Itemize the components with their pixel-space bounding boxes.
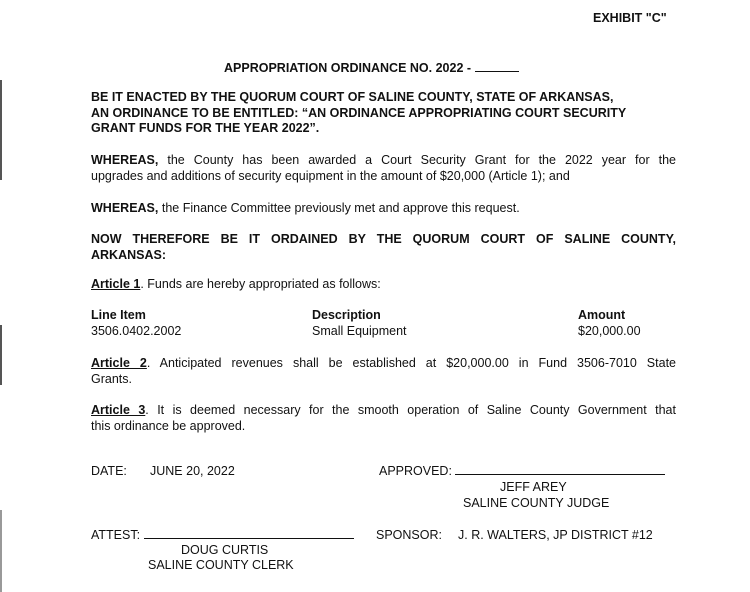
approved-field — [379, 464, 665, 478]
scan-edge-mark — [0, 80, 2, 180]
enacted-line: BE IT ENACTED BY THE QUORUM COURT OF SALINE COUNTY, STATE OF ARKANSAS, — [91, 90, 614, 104]
attest-signature-line — [144, 538, 354, 539]
ordinance-title — [224, 61, 519, 75]
exhibit-label: EXHIBIT "C" — [593, 11, 667, 25]
table-header-line-item: Line Item — [91, 308, 146, 322]
whereas-text: the Finance Committee previously met and approve this request. — [161, 201, 520, 215]
article-1-label: Article 1 — [91, 277, 141, 291]
enacted-line: AN ORDINANCE TO BE ENTITLED: “AN ORDINANCE APPROPRIATING COURT SECURITY — [91, 105, 627, 120]
article-2 — [91, 355, 676, 387]
clerk-name: DOUG CURTIS — [181, 543, 269, 557]
sponsor-value: J. R. WALTERS, JP DISTRICT #12 — [458, 528, 653, 542]
table-cell-line-item: 3506.0402.2002 — [91, 324, 182, 338]
ordinance-title-text: APPROPRIATION ORDINANCE NO. 2022 - — [224, 61, 472, 75]
approver-title: SALINE COUNTY JUDGE — [463, 496, 610, 510]
whereas-clause-1 — [91, 152, 676, 184]
date-value: JUNE 20, 2022 — [150, 464, 235, 478]
whereas-lead: WHEREAS, — [91, 201, 159, 215]
article-3 — [91, 402, 676, 434]
ordained-line: NOW THEREFORE BE IT ORDAINED BY THE QUORUM COURT OF SALINE COUNTY, — [91, 232, 676, 246]
table-header-amount: Amount — [578, 308, 626, 322]
article-2-label: Article 2 — [91, 356, 147, 370]
article-2-text: Grants. — [91, 372, 132, 386]
whereas-lead: WHEREAS, — [91, 153, 159, 167]
ordained-clause — [91, 231, 676, 263]
table-header-description: Description — [312, 308, 381, 322]
table-cell-amount: $20,000.00 — [578, 324, 641, 338]
ordinance-number-blank — [475, 71, 519, 72]
attest-label: ATTEST: — [91, 528, 141, 542]
article-2-text: . Anticipated revenues shall be established at $20,000.00 in Fund 3506-7010 State — [146, 356, 676, 370]
ordained-line: ARKANSAS: — [91, 248, 166, 262]
article-3-text: . It is deemed necessary for the smooth operation of Saline County Government that — [145, 403, 676, 417]
scan-edge-mark — [0, 325, 2, 385]
article-3-label: Article 3 — [91, 403, 146, 417]
whereas-clause-2 — [91, 200, 676, 216]
approver-name: JEFF AREY — [500, 480, 567, 494]
article-3-text: this ordinance be approved. — [91, 419, 246, 433]
date-label: DATE: — [91, 464, 127, 478]
enacted-line: GRANT FUNDS FOR THE YEAR 2022”. — [91, 121, 320, 135]
clerk-title: SALINE COUNTY CLERK — [148, 558, 294, 572]
article-1 — [91, 277, 381, 291]
whereas-text: the County has been awarded a Court Security Grant for the 2022 year for the — [167, 153, 676, 167]
scan-edge-mark — [0, 510, 2, 592]
approved-label: APPROVED: — [379, 464, 452, 478]
article-1-text: . Funds are hereby appropriated as follows: — [140, 277, 381, 291]
table-cell-description: Small Equipment — [312, 324, 407, 338]
whereas-text: upgrades and additions of security equipment in the amount of $20,000 (Article 1); and — [91, 169, 570, 183]
attest-field — [91, 528, 354, 542]
sponsor-label: SPONSOR: — [376, 528, 442, 542]
enacted-clause — [91, 90, 676, 137]
approved-signature-line — [455, 474, 665, 475]
